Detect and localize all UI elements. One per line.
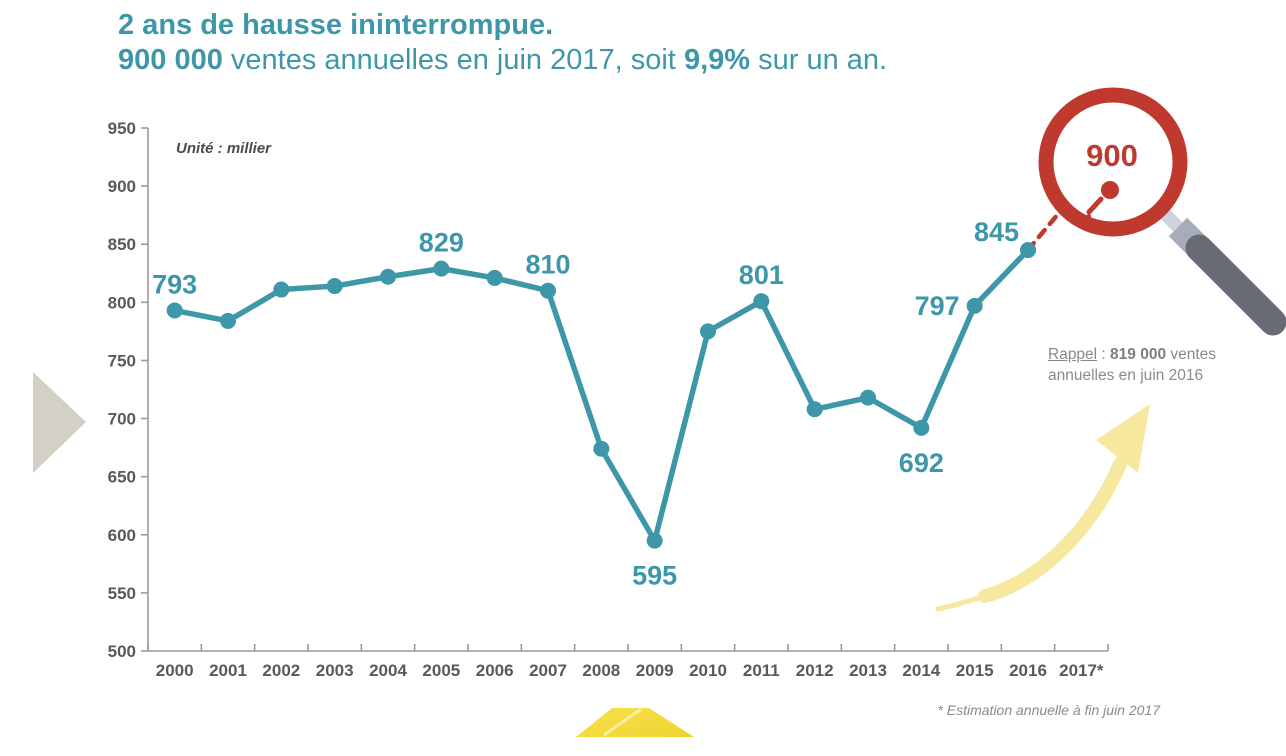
y-tick-label: 750 — [107, 351, 136, 371]
rappel-value: 819 000 — [1110, 346, 1167, 363]
title-highlight: 9,9% — [683, 44, 751, 76]
rappel-note — [1048, 344, 1253, 386]
x-tick-label: 2017* — [1059, 661, 1104, 680]
x-tick-label: 2011 — [742, 661, 780, 680]
title-line-1: 2 ans de hausse ininterrompue. — [118, 9, 554, 41]
x-tick-label: 2013 — [849, 661, 887, 680]
data-point — [327, 278, 343, 294]
y-tick-label: 800 — [107, 293, 136, 313]
x-tick-label: 2006 — [475, 661, 514, 680]
x-tick-label: 2016 — [1009, 661, 1047, 680]
magnifier-pin-icon — [1101, 181, 1119, 199]
data-point-label: 595 — [632, 560, 678, 591]
data-point — [807, 401, 823, 417]
data-point-label: 845 — [973, 217, 1019, 248]
data-point — [273, 282, 289, 298]
x-tick-label: 2008 — [582, 661, 621, 680]
y-tick-label: 550 — [107, 583, 136, 603]
rappel-label: Rappel — [1048, 346, 1098, 363]
x-tick-label: 2002 — [262, 661, 301, 680]
axes — [148, 128, 1111, 651]
x-tick-label: 2003 — [315, 661, 354, 680]
data-point — [433, 261, 449, 277]
data-point-label: 793 — [152, 269, 198, 300]
x-tick-label: 2009 — [635, 661, 674, 680]
x-tick-label: 2007 — [529, 661, 567, 680]
title-line-2 — [118, 43, 887, 78]
y-tick-label: 700 — [107, 409, 136, 429]
x-tick-label: 2004 — [369, 661, 407, 680]
data-point — [487, 270, 503, 286]
rappel-separator: : — [1097, 346, 1111, 363]
data-point — [647, 533, 663, 549]
data-point — [167, 302, 183, 318]
y-tick-label: 850 — [107, 235, 136, 255]
data-point — [753, 293, 769, 309]
x-tick-label: 2001 — [209, 661, 247, 680]
growth-arrow-shaft — [985, 464, 1120, 596]
x-tick-label: 2015 — [955, 661, 994, 680]
title-text: sur un an. — [750, 44, 888, 76]
magnifier-handle — [1199, 248, 1273, 322]
y-tick-label: 950 — [107, 119, 136, 138]
unit-label: Unité : millier — [176, 140, 272, 157]
y-tick-label: 500 — [107, 642, 136, 661]
y-tick-label: 600 — [107, 525, 136, 545]
data-point-label: 692 — [898, 447, 944, 478]
data-point — [220, 313, 236, 329]
rappel-suffix: ventes annuelles en juin 2016 — [1048, 346, 1217, 384]
data-point-label: 829 — [418, 227, 464, 258]
x-tick-label: 2005 — [422, 661, 461, 680]
y-tick-label: 900 — [107, 177, 136, 197]
data-point-label: 801 — [738, 260, 784, 291]
sales-line — [175, 250, 1028, 541]
title-highlight: 900 000 — [118, 44, 223, 76]
data-point-label: 797 — [914, 290, 960, 321]
data-point — [593, 441, 609, 457]
data-point — [913, 420, 929, 436]
page-title — [118, 8, 887, 78]
data-point — [1020, 242, 1036, 258]
y-tick-label: 650 — [107, 467, 136, 487]
estimation-footnote: * Estimation annuelle à fin juin 2017 — [937, 702, 1160, 718]
data-point — [380, 269, 396, 285]
title-text: ventes annuelles en juin 2017, soit — [222, 44, 684, 76]
magnifier-value: 900 — [1086, 138, 1138, 173]
x-tick-label: 2010 — [689, 661, 727, 680]
data-point — [860, 390, 876, 406]
x-tick-label: 2000 — [155, 661, 194, 680]
data-point — [540, 283, 556, 299]
data-point — [700, 323, 716, 339]
x-tick-label: 2014 — [902, 661, 941, 680]
x-tick-label: 2012 — [795, 661, 834, 680]
left-triangle-decoration — [33, 372, 86, 473]
data-point — [967, 298, 983, 314]
data-point-label: 810 — [525, 249, 571, 280]
